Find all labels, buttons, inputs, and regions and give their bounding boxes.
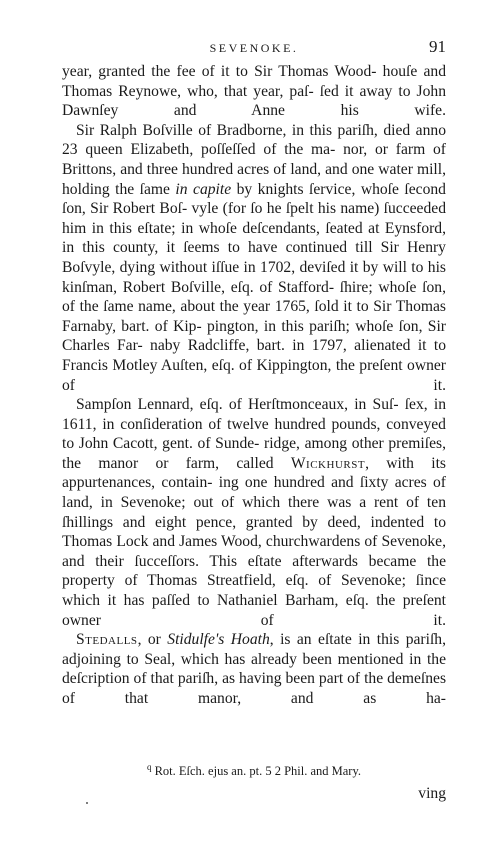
text-line: ſex, in 1611, in conſideration of twelve hundred: [62, 396, 446, 433]
text-line: houſe and Thomas Reynowe, who, that year, paſ-: [62, 63, 446, 100]
footnote: [62, 761, 446, 779]
paragraph-2: [62, 121, 446, 395]
text-line: Motley Auſten, eſq. of Kippington, the preſent: [112, 356, 403, 374]
text-line: ing one hundred and ſixty acres of land, in Sevenoke;: [62, 474, 447, 512]
text-line: this county, it ſeems to have continued till Sir Henry: [82, 239, 446, 257]
paragraph-1: [62, 62, 446, 121]
text-line: the preſent owner of it.: [62, 592, 446, 629]
text-line: land, and one water mill, holding the ſame: [62, 160, 446, 198]
text-line: died anno 23 queen Elizabeth, poſſeſſed of the ma-: [62, 121, 446, 159]
text-line: property of Thomas Streatfield, eſq. of Sevenoke;: [62, 572, 406, 590]
text-line: out of which there was a rent of ten ſhillings and eight: [62, 494, 446, 531]
text-line: mentioned in the deſcription of that pariſh, as having: [62, 650, 446, 688]
text-line: will to his kinſman, Robert Boſville, eſq. of Stafford-: [62, 258, 446, 296]
text-line: been part of the demeſnes of that manor, and as ha-: [62, 670, 447, 707]
footnote-marker: q: [146, 761, 152, 772]
text-line: naby Radcliffe, bart. in 1797, alienated it to Francis: [62, 337, 446, 374]
running-head: SEVENOKE.: [209, 41, 299, 55]
small-caps-name: Wickhurst: [290, 454, 366, 472]
italic-phrase: Stidulfe's Hoath: [167, 631, 270, 649]
text-line: Sir Ralph Boſville of Bradborne, in this pariſh,: [76, 121, 378, 139]
text-line: and James Wood, churchwardens of Sevenoke, and: [62, 533, 446, 570]
text-line: year, granted the fee of it to Sir Thomas Wood-: [62, 63, 377, 80]
body-text: [62, 62, 446, 709]
paragraph-4: [62, 630, 446, 708]
text-line: pounds, conveyed to John Cacott, gent. of Sunde-: [62, 415, 446, 453]
page-header: [62, 38, 446, 58]
text-line: Boſvyle, dying without iſſue in 1702, deviſed it by: [62, 258, 379, 276]
text-line: 1765, ſold it to Sir Thomas Farnaby, bart. of Kip-: [62, 298, 446, 335]
text-line: by knights ſervice, whoſe ſecond ſon, Sir Robert Boſ-: [62, 180, 446, 218]
text-line: their ſucceſſors. This eſtate afterwards became the: [95, 552, 446, 570]
paragraph-3: [62, 395, 446, 630]
text-line: ſince which it has paſſed to Nathaniel Barham, eſq.: [62, 572, 447, 610]
text-line: pariſh, adjoining to Seal, which has already been: [62, 631, 446, 668]
text-line: called: [236, 454, 274, 472]
small-caps-name: Stedalls: [76, 631, 138, 649]
text-line: , or: [137, 631, 161, 649]
text-line: pington, in this pariſh; whoſe ſon, Sir Charles Far-: [62, 317, 446, 355]
text-line: nor, or farm of Brittons, and three hundred acres of: [62, 141, 447, 178]
footnote-text: Rot. Eſch. ejus an. pt. 5 2 Phil. and Mary.: [154, 764, 362, 778]
text-line: ridge, among other premiſes, the manor or farm,: [62, 435, 446, 472]
text-line: Sampſon Lennard, eſq. of Herſtmonceaux, in Suſ-: [76, 396, 399, 414]
text-line: , is an eſtate in this: [269, 631, 400, 649]
text-line: owner of it.: [62, 356, 446, 394]
text-line: pence, granted by deed, indented to Thomas Lock: [62, 513, 446, 551]
text-line: vyle (for ſo he ſpelt his name) ſucceeded him in this: [62, 200, 446, 237]
text-line: ſhire; whoſe ſon, of the ſame name, about the year: [62, 278, 446, 316]
text-line: ſed it away to John Dawnſey and Anne his wife.: [62, 82, 446, 120]
catchword: ving: [418, 785, 446, 802]
text-line: , with its appurtenances, contain-: [62, 454, 446, 492]
paper-speck: [86, 802, 88, 804]
text-line: eſtate; in whoſe deſcendants, ſeated at Eynsford, in: [62, 219, 447, 257]
italic-phrase: in capite: [175, 180, 232, 198]
page-number: 91: [429, 37, 446, 56]
